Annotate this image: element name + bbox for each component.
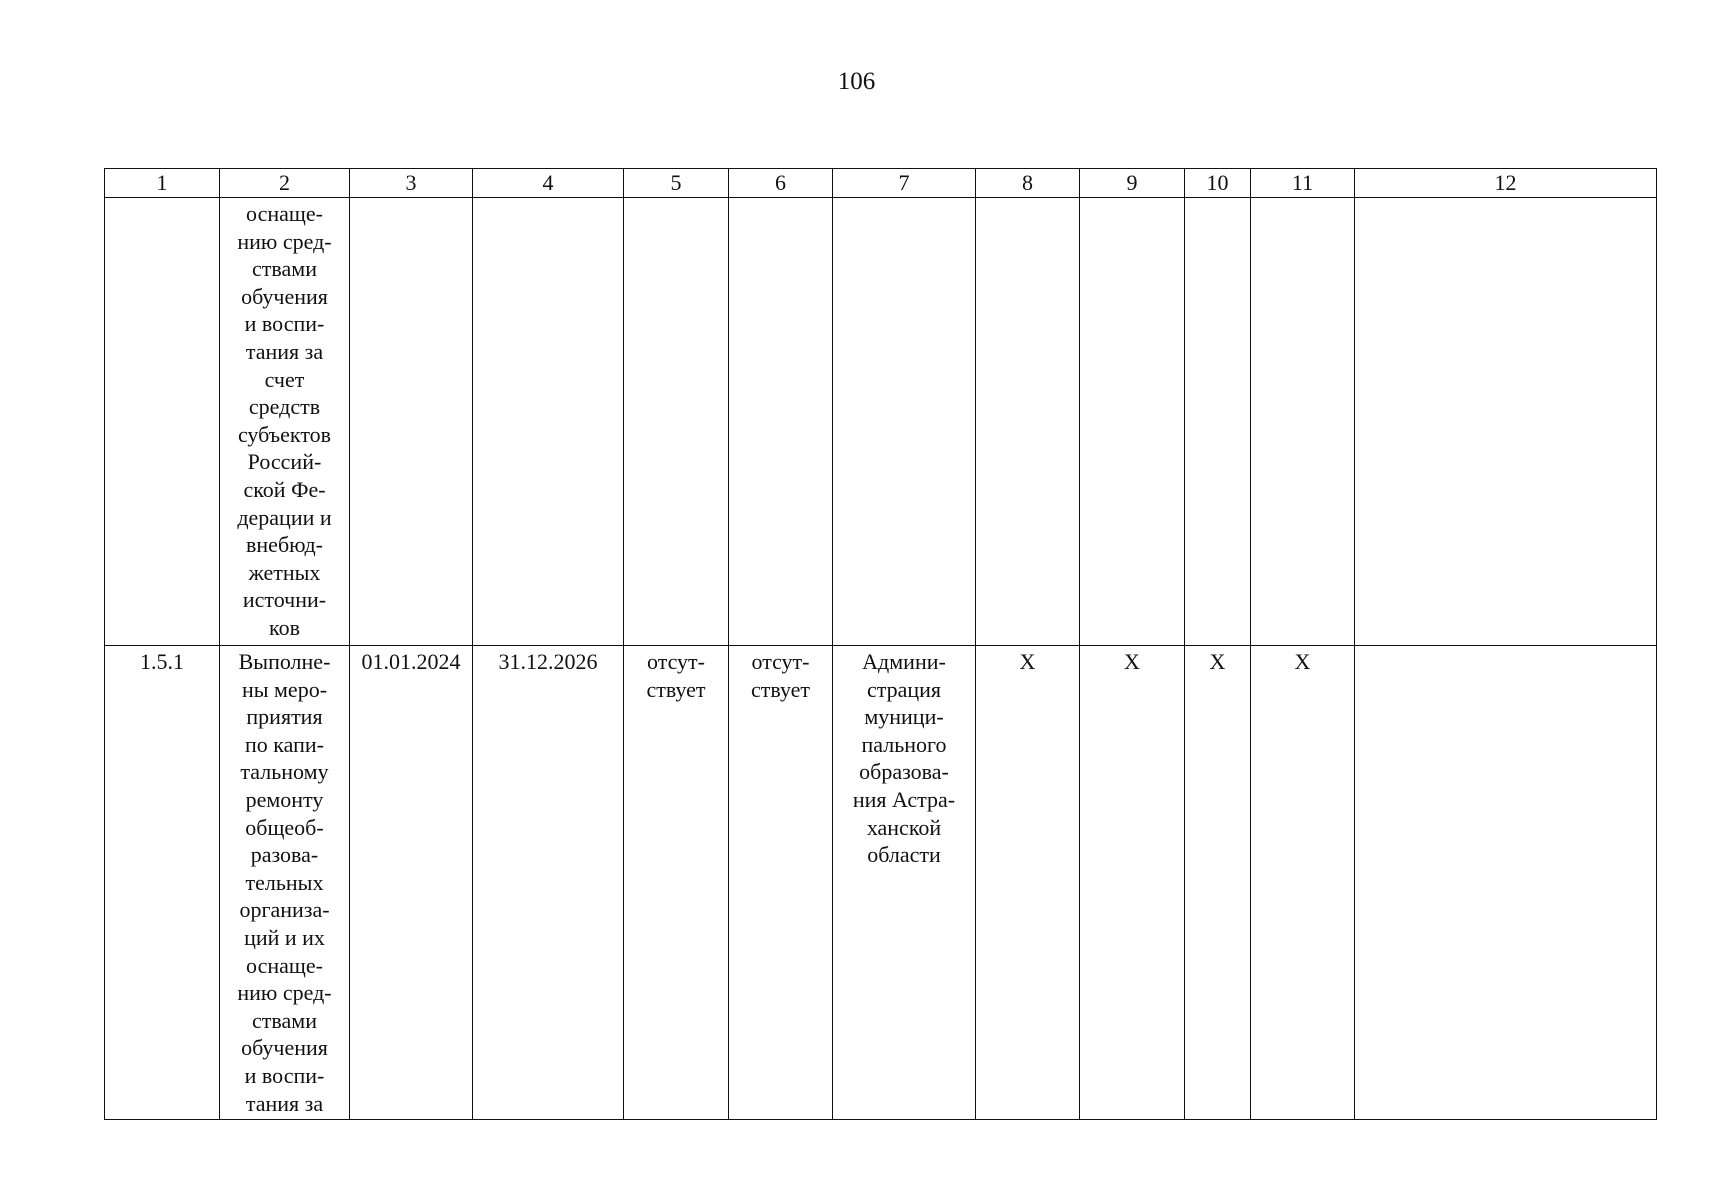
table-cell (1251, 198, 1355, 646)
table-cell: Х (1185, 646, 1251, 1120)
column-header: 9 (1080, 169, 1185, 198)
column-number-row (105, 169, 1657, 198)
end-date-cell: 31.12.2026 (473, 646, 624, 1120)
table-cell: отсут- ствует (624, 646, 729, 1120)
page-number: 106 (837, 68, 876, 95)
table-row (105, 198, 1657, 646)
column-header: 5 (624, 169, 729, 198)
table-cell (624, 198, 729, 646)
column-header: 10 (1185, 169, 1251, 198)
table-cell: отсут- ствует (729, 646, 833, 1120)
column-header: 7 (833, 169, 976, 198)
table-cell (976, 198, 1080, 646)
item-number-cell (105, 198, 220, 646)
start-date-cell: 01.01.2024 (350, 646, 473, 1120)
column-header: 12 (1355, 169, 1657, 198)
responsible-cell: Админи- страция муници- пального образова- ния Астра- ханской области (833, 646, 976, 1120)
item-number-cell: 1.5.1 (105, 646, 220, 1120)
column-header: 3 (350, 169, 473, 198)
responsible-cell (833, 198, 976, 646)
table-cell (1355, 646, 1657, 1120)
column-header: 6 (729, 169, 833, 198)
column-header: 11 (1251, 169, 1355, 198)
table-cell (1080, 198, 1185, 646)
table-cell (1185, 198, 1251, 646)
column-header: 4 (473, 169, 624, 198)
start-date-cell (350, 198, 473, 646)
table-row (105, 646, 1657, 1120)
end-date-cell (473, 198, 624, 646)
column-header: 8 (976, 169, 1080, 198)
column-header: 1 (105, 169, 220, 198)
document-table (104, 168, 1657, 1120)
table-cell: Х (1251, 646, 1355, 1120)
column-header: 2 (220, 169, 350, 198)
table-cell: Х (1080, 646, 1185, 1120)
item-description-cell: оснаще- нию сред- ствами обучения и воспи- тания за счет средств субъектов Россий- ской Фе- дерации и внебюд- жетных источни- ков (220, 198, 350, 646)
item-description-cell: Выполне- ны меро- приятия по капи- тальному ремонту общеоб- разова- тельных организа- ций и их оснаще- нию сред- ствами обучения и воспи- тания за (220, 646, 350, 1120)
table-cell (729, 198, 833, 646)
table-cell: Х (976, 646, 1080, 1120)
table-cell (1355, 198, 1657, 646)
